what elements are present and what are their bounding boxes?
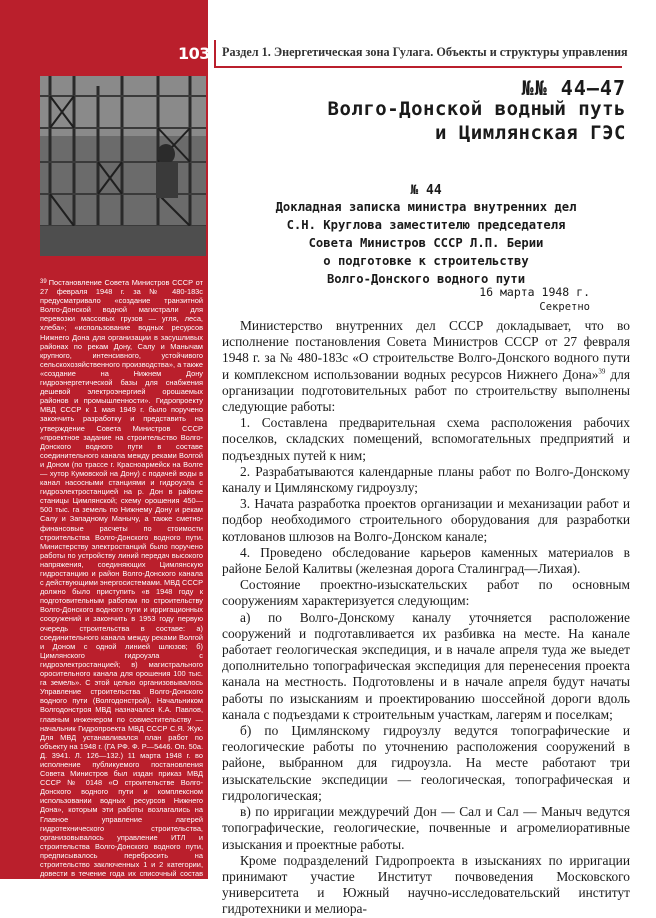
- footnote-number: 39: [40, 279, 47, 285]
- footnote: [40, 278, 203, 905]
- body-paragraph: б) по Цимлянскому гидроузлу ведутся топографические и геологические работы по уточнению расположения сооружений в районе, выбранном для гидроузла. На месте работают три изыскательские экспедиции — геологическая, топографическая и гидрологическая;: [222, 723, 630, 803]
- body-paragraph: 1. Составлена предварительная схема расположения рабочих поселков, складских помещений, вспомогательных предприятий и подъездных путей к ним;: [222, 415, 630, 463]
- document-body: [222, 318, 630, 918]
- body-paragraph: а) по Волго-Донскому каналу уточняется расположение сооружений и подготавливается их разбивка на месте. На канале работает геологическая экспедиция, и в начале апреля туда же выедет дополнительно топографическая экспедиция для перенесения проекта канала на местность. Подготовлены и в начале апреля будут начаты работы по изысканиям и проектированию шоссейной дороги вдоль канала с подъездами к строительным участкам, лагерям и поселкам;: [222, 609, 630, 722]
- section-title-line: Волго-Донской водный путь: [327, 98, 626, 120]
- footnote-ref: 39: [598, 367, 606, 376]
- body-paragraph: 4. Проведено обследование карьеров каменных материалов в районе Белой Калитвы (железная дорога Сталинград—Лихая).: [222, 544, 630, 577]
- document-range: №№ 44–47: [521, 76, 626, 100]
- page-number: 103: [178, 44, 210, 63]
- header-rule: [214, 66, 622, 68]
- section-title-line: и Цимлянская ГЭС: [434, 122, 626, 144]
- document-number: № 44: [410, 183, 442, 198]
- body-paragraph: Состояние проектно-изыскательских работ по основным сооружениям характеризуется следующим:: [222, 577, 630, 609]
- running-head: Раздел 1. Энергетическая зона Гулага. Объекты и структуры управления: [222, 45, 628, 59]
- document-title-line: С.Н. Круглова заместителю председателя: [286, 218, 566, 232]
- section-title: [222, 97, 626, 145]
- document-title-line: Докладная записка министра внутренних дел: [275, 200, 577, 214]
- construction-photo: [40, 76, 206, 256]
- header-divider: [214, 40, 216, 68]
- document-classification: Секретно: [539, 301, 590, 313]
- construction-photo-icon: [40, 76, 206, 256]
- body-text: Министерство внутренних дел СССР докладывает, что во исполнение постановления Совета Министров СССР от 27 февраля 1948 г. за № 480-183с «О строительстве Волго-Донского водного пути и комплексном использовании водных ресурсов Нижнего Дона»: [222, 318, 630, 382]
- document-title: [222, 198, 630, 288]
- document-title-line: Волго-Донского водного пути: [326, 272, 526, 286]
- document-date: 16 марта 1948 г.: [479, 285, 590, 299]
- footnote-text: Постановление Совета Министров СССР от 27 февраля 1948 г. за № 480-183с предусматривало «создание транзитной Волго-Донской водной магистрали для перевозки массовых грузов — угля, леса, хлеба»; «использование водных ресурсов Нижнего Дона для организации в засушливых районах по рекам Дону, Салу и Манычам крупного, интенсивного, устойчивого сельскохозяйственного производства», а также «создание на Нижнем Дону гидроэнергетической базы для снабжения дешевой электроэнергией орошаемых районов и промышленности». Гидропроекту МВД СССР к 1 мая 1949 г. было поручено закончить разработку и представить на утверждение Совета Министров СССР «проектное задание на строительство Волго-Донского водного пути в составе соединительного канала между реками Волгой и Доном (по трассе г. Красноармейск на Волге — хутор Кумовской на Дону) с подачей воды в канал насосными станциями и гидроузла с гидроэлектростанцией на р. Дон в районе станицы Цимлянской; схему орошения 450—500 тыс. га земель по Нижнему Дону и рекам Салу и Западному Манычу, а также сметно-финансовые расчеты по стоимости строительства Волго-Донского водного пути. Министерству электростанций было поручено работы по устройству линий передач высокого напряжения, соединяющих Цимлянскую гидростанцию и район Волго-Донского канала с действующими энергосистемами. МВД СССР должно было приступить «в 1948 году к подготовительным работам по строительству Волго-Донского водного пути и ирригационных сооружений и закончить в 1953 году первую очередь строительства в составе: а) соединительного канала между реками Волгой и Доном с одной линией шлюзов; б) Цимлянского гидроузла с гидроэлектростанцией; в) магистрального оросительного канала для орошения 100 тыс. га земель». С этой целью организовывалось Управление строительства Волго-Донского водного пути (Волгодонстрой). Начальником Волгодонстроя МВД назначался К.А. Павлов, главным инженером по совместительству — начальник Гидропроекта МВД СССР С.Я. Жук. Для МВД устанавливался план работ по объекту на 1948 г. (ГА РФ. Ф. Р—5446. Оп. 50а. Д. 3941. Л. 126—132.) 11 марта 1948 г. во исполнение публикуемого постановления Совета Министров был издан приказ МВД СССР № 0148 «О строительстве Волго-Донского водного пути и комплексном использовании водных ресурсов Нижнего Дона», которым эти работы возлагались на Главное управление лагерей гидротехнического строительства, организовывалось управление ИТЛ и строительства Волго-Донского водного пути, предписывалось перебросить на строительство заключенных 1 и 2 категории, довести в течение года их списочный состав до 20 тыс. человек. (Кокурин А., Моруков Ю. ГУЛАГ: структура и кадры // Свободная мысль. 2001. № 1. С. 109.): [40, 278, 203, 906]
- body-text: для организации подготовительных работ по строительству выполнены следующие работы:: [222, 366, 630, 415]
- body-paragraph: 2. Разрабатываются календарные планы работ по Волго-Донскому каналу и Цимлянскому гидроузлу;: [222, 463, 630, 496]
- body-paragraph: 3. Начата разработка проектов организации и механизации работ и подбор необходимого строительного оборудования для разработки котлованов шлюзов на Волго-Донском канале;: [222, 496, 630, 544]
- document-title-line: Совета Министров СССР Л.П. Берии: [308, 236, 544, 250]
- body-paragraph: [222, 318, 630, 415]
- body-paragraph: в) по ирригации междуречий Дон — Сал и Сал — Маныч ведутся топографические, геологические, почвенные и агромелиоративные изыскания и проектные работы.: [222, 804, 630, 852]
- document-title-line: о подготовке к строительству: [323, 254, 529, 268]
- body-paragraph: Кроме подразделений Гидропроекта в изысканиях по ирригации принимают участие Институт почвоведения Московского университета и Южный научно-исследовательский институт гидротехники и мелиора-: [222, 852, 630, 917]
- red-sidebar: [0, 0, 210, 906]
